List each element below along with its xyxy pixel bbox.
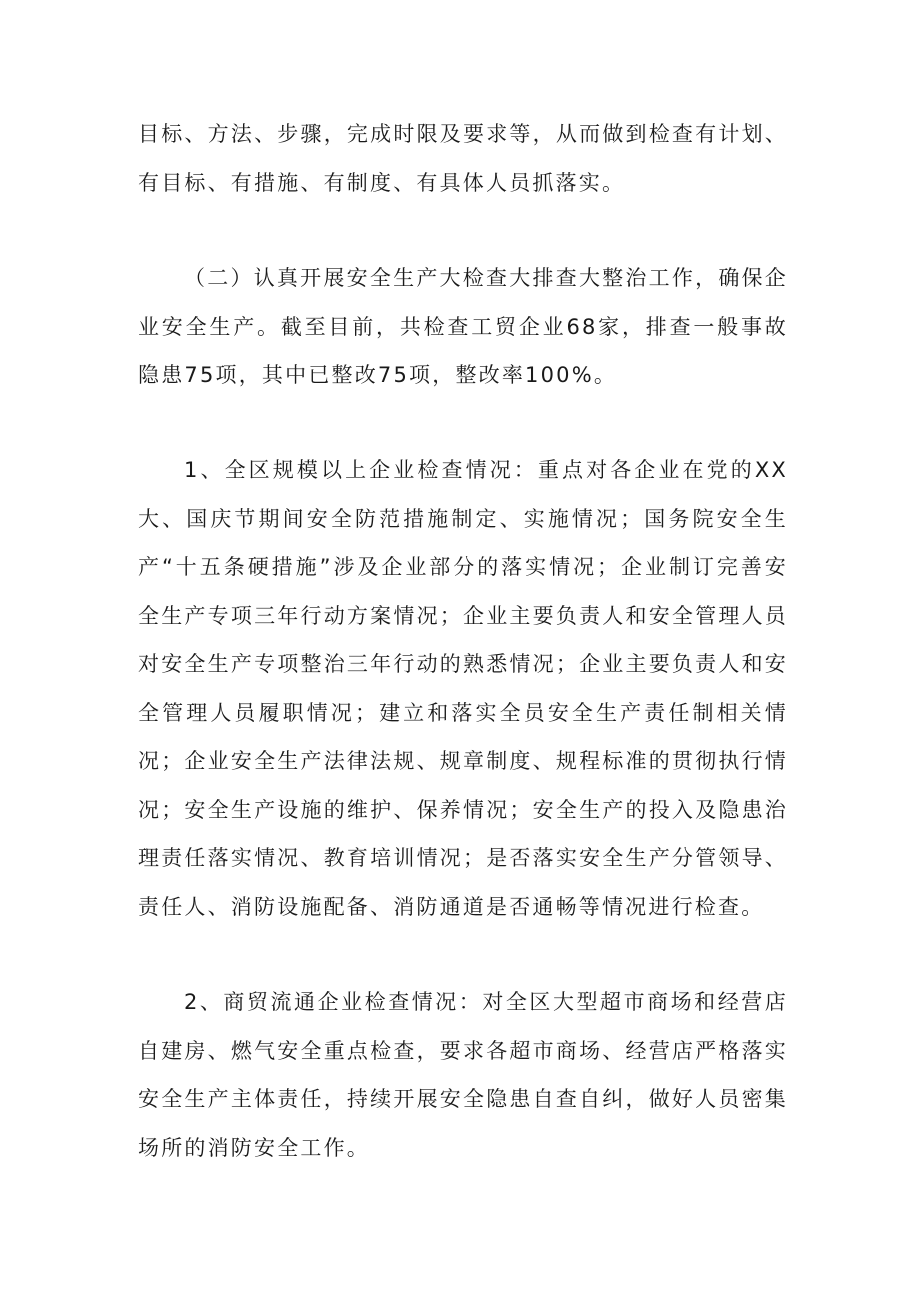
- paragraph-item-two: 2、商贸流通企业检查情况：对全区大型超市商场和经营店自建房、燃气安全重点检查，要求各超市商场、经营店严格落实安全生产主体责任，持续开展安全隐患自查自纠，做好人员密集场所的消防安全工作。: [138, 990, 788, 1160]
- paragraph-continuation: 目标、方法、步骤，完成时限及要求等，从而做到检查有计划、有目标、有措施、有制度、有具体人员抓落实。: [138, 122, 788, 195]
- paragraph-section-two: （二）认真开展安全生产大检查大排查大整治工作，确保企业安全生产。截至目前，共检查工贸企业68家，排查一般事故隐患75项，其中已整改75项，整改率100%。: [138, 266, 788, 387]
- paragraph-item-one: 1、全区规模以上企业检查情况：重点对各企业在党的XX大、国庆节期间安全防范措施制定、实施情况；国务院安全生产“十五条硬措施”涉及企业部分的落实情况；企业制订完善安全生产专项三年行动方案情况；企业主要负责人和安全管理人员对安全生产专项整治三年行动的熟悉情况；企业主要负责人和安全管理人员履职情况；建立和落实全员安全生产责任制相关情况；企业安全生产法律法规、规章制度、规程标准的贯彻执行情况；安全生产设施的维护、保养情况；安全生产的投入及隐患治理责任落实情况、教育培训情况；是否落实安全生产分管领导、责任人、消防设施配备、消防通道是否通畅等情况进行检查。: [138, 458, 788, 919]
